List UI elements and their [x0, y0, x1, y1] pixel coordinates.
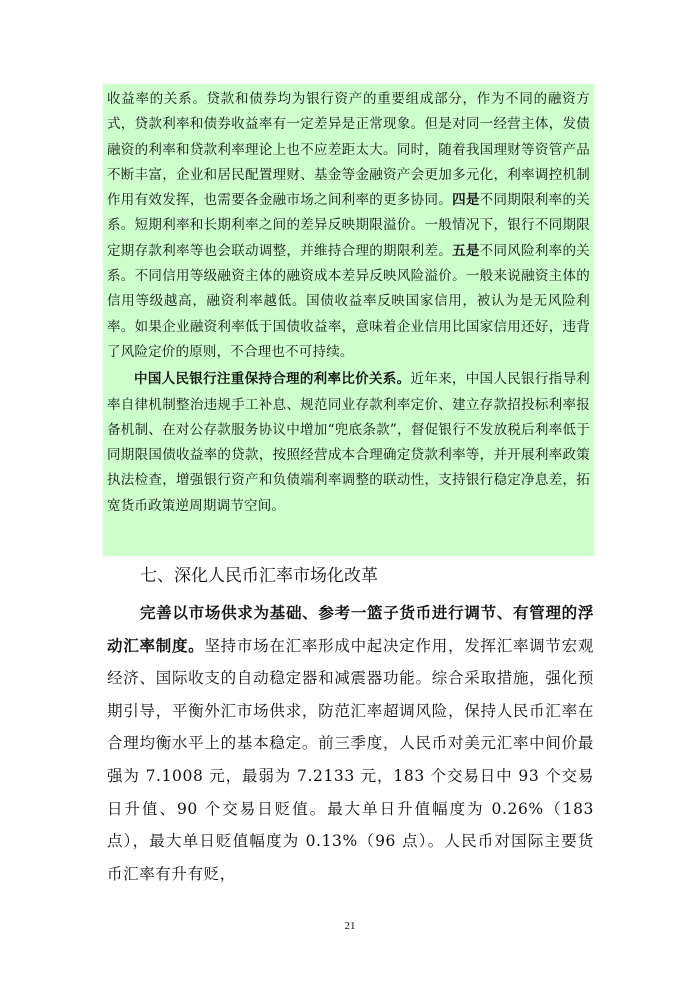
text-run: 不同期限利率的关系。短期利率和长期利率之间的差异反映期限溢价。一般情况下，银行不同期限定期存款利率等也会联动调整，并维持合理的期限利差。 — [107, 192, 590, 259]
text-run: 近年来，中国人民银行指导利率自律机制整治违规手工补息、规范同业存款利率定价、建立存款招投标利率报备机制、在对公存款服务协议中增加“兜底条款”，督促银行不发放税后利率低于同期限国债收益率的贷款，按照经营成本合理确定贷款利率等，并开展利率政策执法检查，增强银行资产和负债端利率调整的联动性，支持银行稳定净息差，拓宽货币政策逆周期调节空间。 — [107, 371, 590, 514]
highlighted-passage — [103, 84, 594, 556]
bold-run: 五是 — [452, 242, 480, 259]
paragraph-pboc-policy — [107, 367, 590, 519]
section-heading: 七、深化人民币汇率市场化改革 — [140, 566, 378, 586]
page-number: 21 — [344, 920, 356, 932]
text-run: 不同风险利率的关系。不同信用等级融资主体的融资成本差异反映风险溢价。一般来说融资主体的信用等级越高，融资利率越低。国债收益率反映国家信用，被认为是无风险利率。如果企业融资利率低于国债收益率，意味着企业信用比国家信用还好，违背了风险定价的原则，不合理也不可持续。 — [107, 242, 590, 360]
bold-run: 四是 — [452, 192, 480, 209]
bold-lead: 完善以市场供求为基础、参考一篮子货币进行调节、有管理的浮动汇率制度。 — [107, 603, 594, 655]
text-run: 坚持市场在汇率形成中起决定作用，发挥汇率调节宏观经济、国际收支的自动稳定器和减震器功能。综合采取措施，强化预期引导，平衡外汇市场供求，防范汇率超调风险，保持人民币汇率在合理均衡水平上的基本稳定。前三季度，人民币对美元汇率中间价最强为 7.1008 元，最弱为 7.2133 元，183 个交易日中 93 个交易日升值、90 个交易日贬值。最大单日升值幅度为 0.26%（183 点），最大单日贬值幅度为 0.13%（96 点）。人民币对国际主要货币汇率有升有贬， — [107, 636, 594, 883]
paragraph-rate-relations — [107, 87, 590, 365]
bold-lead: 中国人民银行注重保持合理的利率比价关系。 — [134, 371, 411, 388]
paragraph-exchange-rate — [107, 597, 594, 890]
text-run: 收益率的关系。贷款和债券均为银行资产的重要组成部分，作为不同的融资方式，贷款利率和债券收益率有一定差异是正常现象。但是对同一经营主体，发债融资的利率和贷款利率理论上也不应差距太大。同时，随着我国理财等资管产品不断丰富，企业和居民配置理财、基金等金融资产会更加多元化，利率调控机制作用有效发挥，也需要各金融市场之间利率的更多协同。 — [107, 91, 590, 209]
